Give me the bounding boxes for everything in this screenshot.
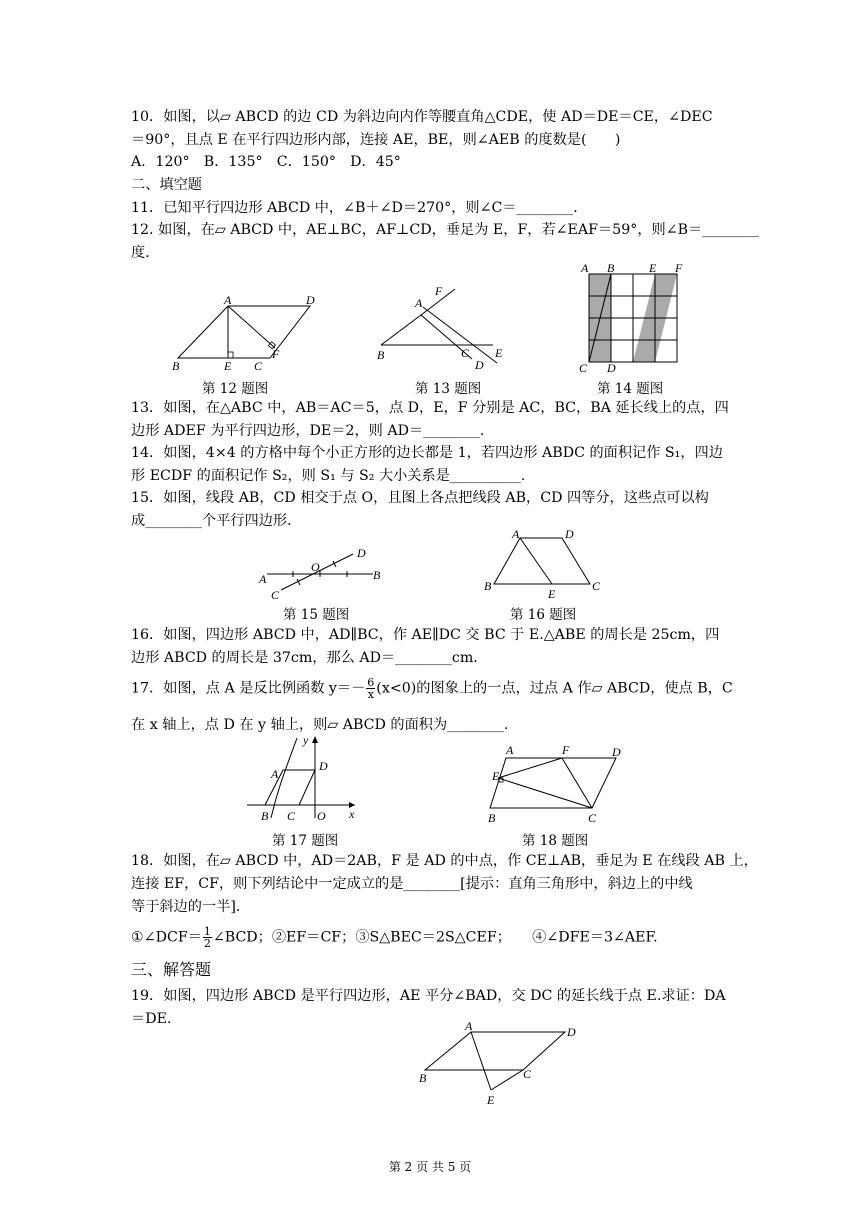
q17-line1 — [131, 677, 733, 700]
fig17-label-c: C — [287, 809, 296, 823]
q18-fraction — [203, 926, 212, 949]
fig18-label-c: C — [588, 811, 597, 825]
fig19-label-a: A — [465, 1019, 473, 1033]
q18-frac-den: 2 — [203, 937, 211, 950]
fig14-label-c: C — [579, 361, 588, 375]
caption-13: 第 13 题图 — [415, 381, 482, 397]
q19-line1: 19．如图，四边形 ABCD 是平行四边形，AE 平分∠BAD，交 DC 的延长线于点 E.求证：DA — [131, 988, 726, 1004]
q17-line2: 在 x 轴上，点 D 在 y 轴上，则▱ ABCD 的面积为________. — [131, 717, 509, 733]
figure-14 — [575, 261, 685, 375]
fig13-label-d: D — [475, 358, 484, 372]
section-answer: 三、解答题 — [131, 960, 212, 979]
q10-line1: 10．如图，以▱ ABCD 的边 CD 为斜边向内作等腰直角△CDE，使 AD＝DE＝CE，∠DEC — [131, 109, 713, 125]
q11: 11．已知平行四边形 ABCD 中，∠B＋∠D＝270°，则∠C＝________． — [131, 200, 588, 216]
q13-line1: 13．如图，在△ABC 中，AB＝AC＝5，点 D，E，F 分别是 AC，BC，BA 延长线上的点，四 — [131, 400, 729, 416]
fig16-label-b: B — [484, 579, 492, 593]
figure-16 — [480, 528, 610, 603]
fig14-label-d: D — [607, 361, 616, 375]
fig15-label-o: O — [311, 560, 320, 574]
fig18-label-d: D — [612, 745, 621, 759]
fig13-label-a: A — [415, 296, 423, 310]
figure-12 — [170, 290, 330, 380]
q17-frac-den: x — [367, 688, 374, 701]
figure-18 — [480, 742, 630, 827]
q15-line1: 15．如图，线段 AB，CD 相交于点 O，且图上各点把线段 AB，CD 四等分，这些点可以构 — [131, 490, 709, 506]
q17-frac-num: 6 — [367, 676, 375, 689]
fig16-label-a: A — [512, 527, 520, 541]
fig18-label-e: E — [492, 769, 500, 783]
fig13-label-b: B — [377, 348, 385, 362]
fig19-label-d: D — [567, 1025, 576, 1039]
q10-options: A．120° B．135° C．150° D．45° — [131, 154, 401, 170]
fig13-label-f: F — [435, 284, 443, 298]
q13-line2: 边形 ADEF 为平行四边形，DE＝2，则 AD＝________. — [131, 423, 485, 439]
fig19-label-b: B — [419, 1071, 427, 1085]
fig16-label-c: C — [592, 579, 601, 593]
q19-line2: ＝DE. — [131, 1011, 172, 1027]
fig12-label-c: C — [254, 359, 263, 373]
fig15-label-a: A — [259, 572, 267, 586]
q14-line1: 14．如图，4×4 的方格中每个小正方形的边长都是 1，若四边形 ABDC 的面积记作 S₁，四边 — [131, 445, 723, 461]
fig17-label-x: x — [349, 807, 355, 821]
caption-16: 第 16 题图 — [510, 607, 577, 623]
fig12-label-e: E — [224, 359, 232, 373]
caption-12: 第 12 题图 — [202, 381, 269, 397]
q18-opt1-prefix: ①∠DCF＝ — [131, 929, 202, 946]
q16-line2: 边形 ABCD 的周长是 37cm，那么 AD＝________cm. — [131, 650, 478, 666]
figure-15 — [255, 545, 395, 605]
fig17-label-d: D — [319, 759, 328, 773]
fig19-label-c: C — [523, 1067, 532, 1081]
q10-line2: ＝90°，且点 E 在平行四边形内部，连接 AE，BE，则∠AEB 的度数是( ) — [131, 132, 621, 148]
q17-prefix: 17．如图，点 A 是反比例函数 y＝－ — [131, 680, 366, 697]
fig12-label-a: A — [224, 293, 232, 307]
fig17-label-y: y — [303, 733, 309, 747]
fig12-label-f: F — [272, 347, 280, 361]
fig16-label-e: E — [548, 587, 556, 601]
q12-line1: 12. 如图，在▱ ABCD 中，AE⊥BC，AF⊥CD，垂足为 E，F，若∠EAF＝59°，则∠B＝________ — [131, 222, 759, 238]
caption-18: 第 18 题图 — [522, 833, 589, 849]
fig18-label-a: A — [506, 743, 514, 757]
q14-line2: 形 ECDF 的面积记作 S₂，则 S₁ 与 S₂ 大小关系是__________. — [131, 468, 526, 484]
figure-17 — [243, 734, 368, 824]
figure-13 — [375, 285, 525, 375]
fig19-label-e: E — [487, 1093, 495, 1107]
fig17-label-a: A — [271, 767, 279, 781]
fig16-label-d: D — [565, 527, 574, 541]
q18-frac-num: 1 — [203, 925, 211, 938]
q18-line3: 等于斜边的一半]． — [131, 899, 251, 915]
fig17-label-b: B — [261, 809, 269, 823]
q18-line1: 18．如图，在▱ ABCD 中，AD＝2AB，F 是 AD 的中点，作 CE⊥AB，垂足为 E 在线段 AB 上， — [131, 853, 758, 869]
q18-line2: 连接 EF，CF，则下列结论中一定成立的是________[提示：直角三角形中，斜边上的中线 — [131, 876, 693, 892]
q17-suffix: (x<0)的图象上的一点，过点 A 作▱ ABCD，使点 B，C — [376, 680, 733, 697]
fig15-label-d: D — [357, 546, 366, 560]
q18-opt-rest: ∠BCD；②EF＝CF；③S△BEC＝2S△CEF； ④∠DFE＝3∠AEF. — [212, 929, 658, 946]
q16-line1: 16．如图，四边形 ABCD 中，AD∥BC，作 AE∥DC 交 BC 于 E.△ABE 的周长是 25cm，四 — [131, 627, 720, 643]
fig12-label-d: D — [306, 293, 315, 307]
fig17-label-o: O — [317, 809, 326, 823]
fig14-label-b: B — [607, 261, 615, 275]
q17-fraction — [366, 677, 375, 700]
fig13-label-c: C — [461, 346, 470, 360]
q15-line2: 成________个平行四边形． — [131, 513, 302, 529]
fig15-label-c: C — [271, 588, 280, 602]
fig14-label-a: A — [581, 261, 589, 275]
fig14-label-f: F — [675, 261, 683, 275]
caption-17: 第 17 题图 — [272, 833, 339, 849]
fig18-label-b: B — [488, 811, 496, 825]
fig12-label-b: B — [172, 359, 180, 373]
fig18-label-f: F — [562, 743, 570, 757]
q12-line2: 度． — [131, 245, 160, 261]
caption-14: 第 14 题图 — [597, 381, 664, 397]
q18-options — [131, 926, 658, 949]
section-fill-in: 二、填空题 — [131, 177, 202, 193]
fig15-label-b: B — [373, 568, 381, 582]
page-footer: 第 2 页 共 5 页 — [388, 1160, 472, 1174]
figure-19 — [415, 1018, 590, 1110]
fig14-label-e: E — [649, 261, 657, 275]
caption-15: 第 15 题图 — [283, 607, 350, 623]
fig13-label-e: E — [495, 346, 503, 360]
